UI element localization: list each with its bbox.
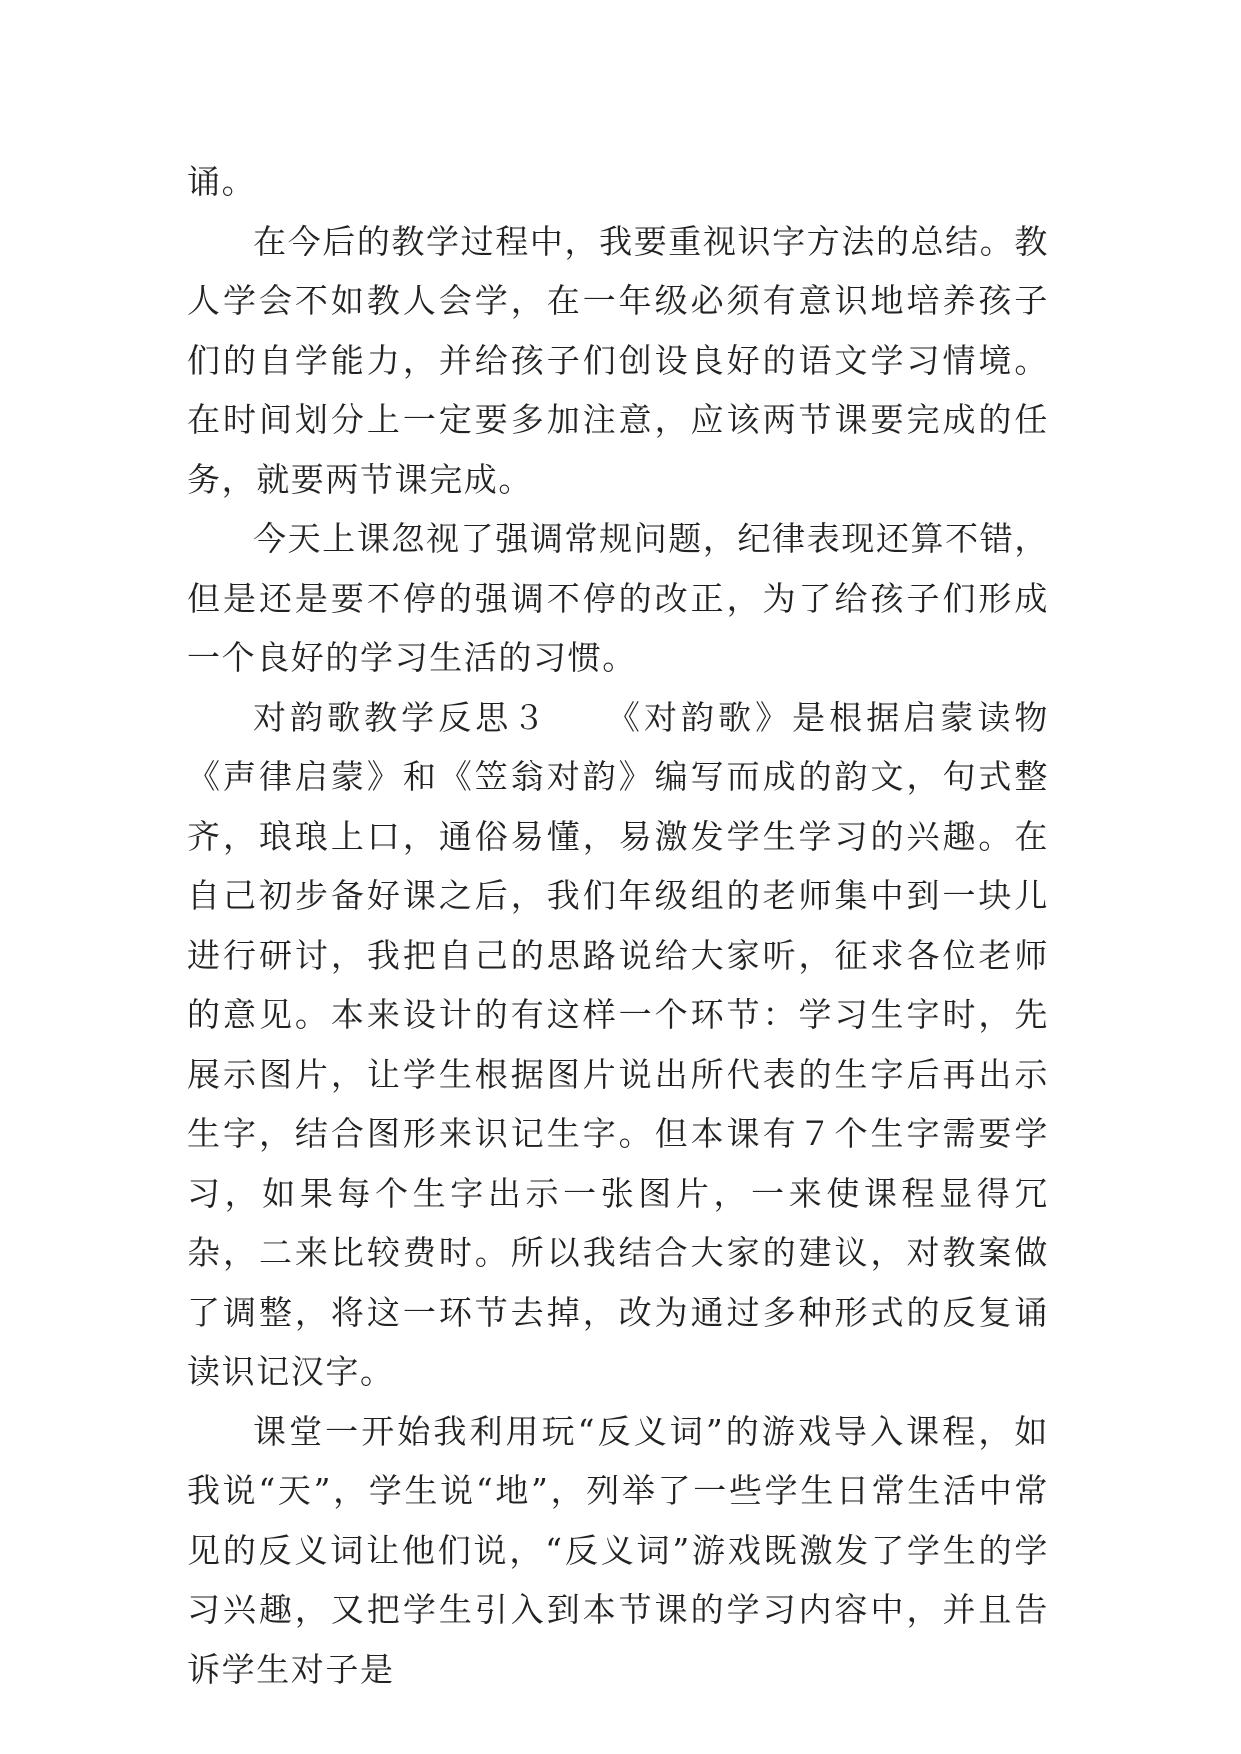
paragraph-4: 对韵歌教学反思３ 《对韵歌》是根据启蒙读物《声律启蒙》和《笠翁对韵》编写而成的韵文，句式整齐，琅琅上口，通俗易懂，易激发学生学习的兴趣。在自己初步备好课之后，我们年级组的老师集中到一块儿进行研讨，我把自己的思路说给大家听，征求各位老师的意见。本来设计的有这样一个环节：学习生字时，先展示图片，让学生根据图片说出所代表的生字后再出示生字，结合图形来识记生字。但本课有７个生字需要学习，如果每个生字出示一张图片，一来使课程显得冗杂，二来比较费时。所以我结合大家的建议，对教案做了调整，将这一环节去掉，改为通过多种形式的反复诵读识记汉字。 — [187, 697, 1049, 1391]
paragraph-5: 课堂一开始我利用玩“反义词”的游戏导入课程，如我说“天”，学生说“地”，列举了一些学生日常生活中常见的反义词让他们说，“反义词”游戏既激发了学生的学习兴趣，又把学生引入到本节课的学习内容中，并且告诉学生对子是 — [187, 1411, 1049, 1689]
paragraph-2: 在今后的教学过程中，我要重视识字方法的总结。教人学会不如教人会学，在一年级必须有意识地培养孩子们的自学能力，并给孩子们创设良好的语文学习情境。在时间划分上一定要多加注意，应该两节课要完成的任务，就要两节课完成。 — [187, 221, 1049, 499]
document-body — [187, 152, 1049, 1699]
paragraph-3: 今天上课忽视了强调常规问题，纪律表现还算不错，但是还是要不停的强调不停的改正，为了给孩子们形成一个良好的学习生活的习惯。 — [187, 519, 1049, 677]
paragraph-1: 诵。 — [187, 162, 257, 201]
